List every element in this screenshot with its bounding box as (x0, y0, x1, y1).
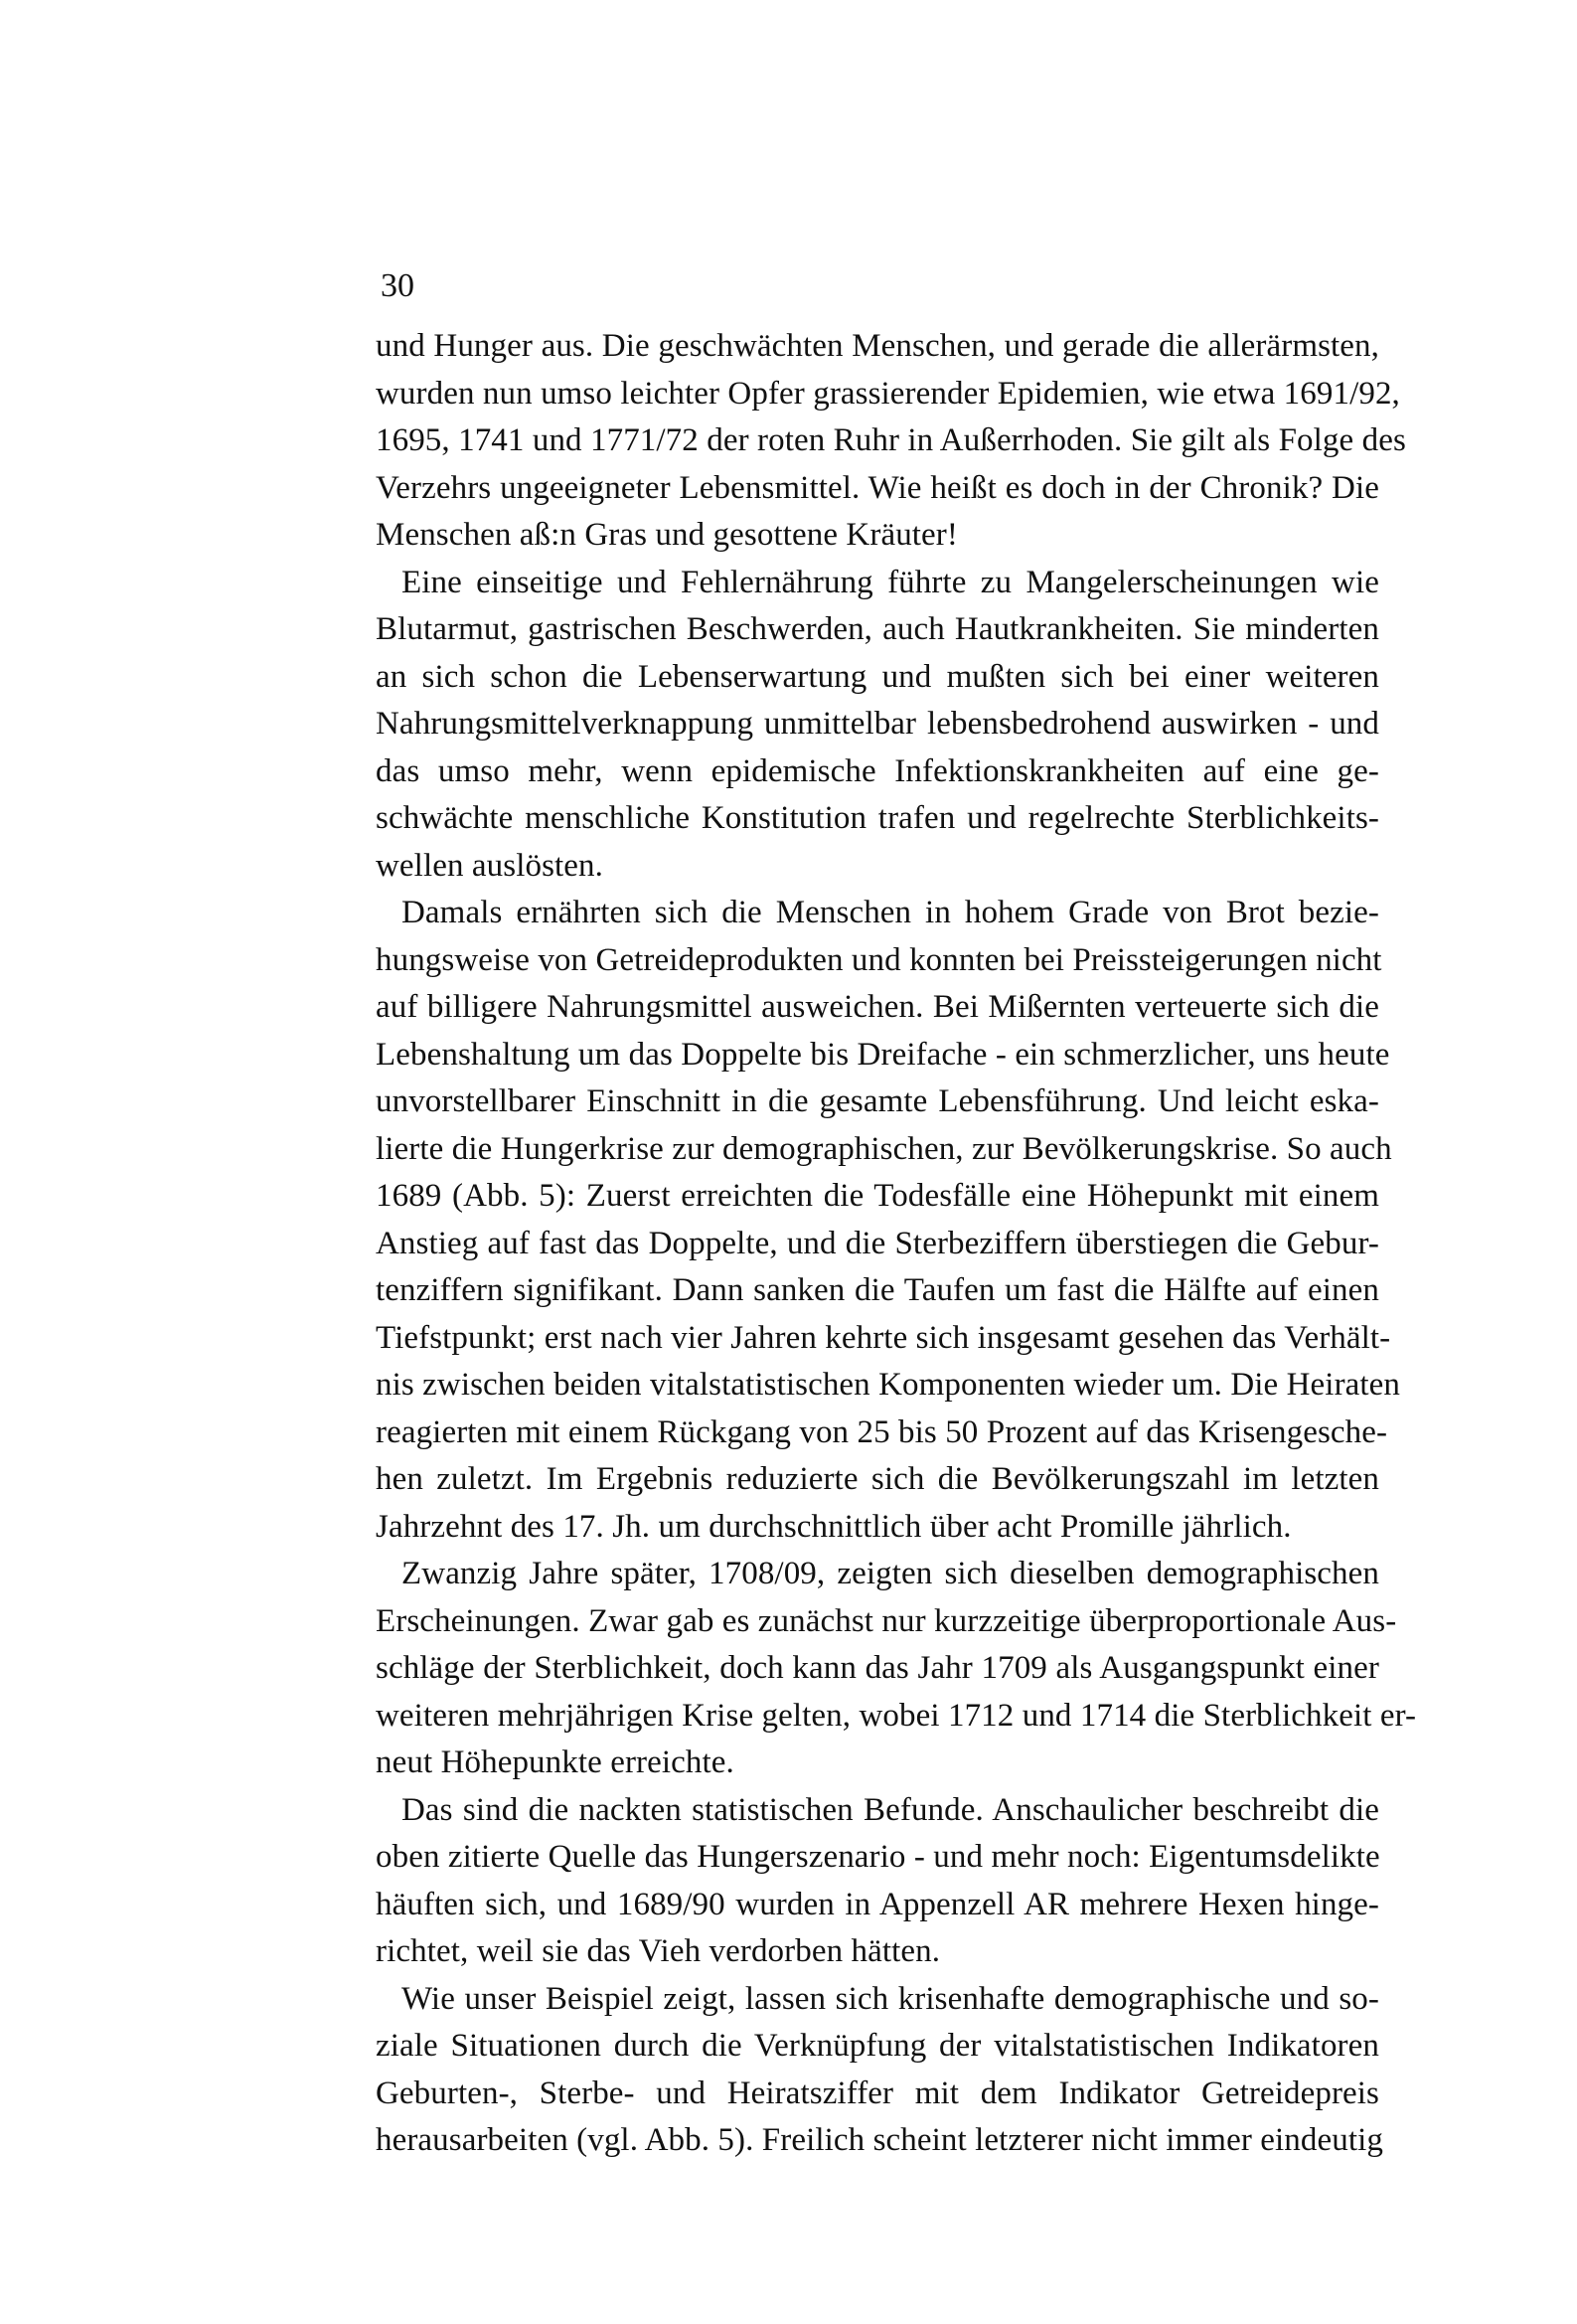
text-line: Verzehrs ungeeigneter Lebensmittel. Wie heißt es doch in der Chronik? Die (376, 469, 1379, 506)
text-line: lierte die Hungerkrise zur demographischen, zur Bevölkerungskrise. So auch (376, 1130, 1392, 1167)
paragraph-first-line: Eine einseitige und Fehlernährung führte zu Mangelerscheinungen wie (401, 564, 1379, 600)
text-line: an sich schon die Lebenserwartung und mußten sich bei einer weiteren (376, 658, 1379, 695)
paragraph-first-line: Das sind die nackten statistischen Befunde. Anschaulicher beschreibt die (401, 1791, 1379, 1828)
text-line: tenziffern signifikant. Dann sanken die Taufen um fast die Hälfte auf einen (376, 1272, 1379, 1308)
paragraph-first-line: Zwanzig Jahre später, 1708/09, zeigten sich dieselben demographischen (401, 1556, 1379, 1591)
text-line: hungsweise von Getreideprodukten und konnten bei Preissteigerungen nicht (376, 941, 1382, 978)
text-line: auf billigere Nahrungsmittel ausweichen. Bei Mißernten verteuerte sich die (376, 989, 1379, 1025)
text-line: Tiefstpunkt; erst nach vier Jahren kehrte sich insgesamt gesehen das Verhält- (376, 1319, 1391, 1356)
text-line: weiteren mehrjährigen Krise gelten, wobei 1712 und 1714 die Sterblichkeit er- (376, 1697, 1417, 1734)
text-line: nis zwischen beiden vitalstatistischen Komponenten wieder um. Die Heiraten (376, 1367, 1401, 1403)
text-line: reagierten mit einem Rückgang von 25 bis 50 Prozent auf das Krisengesche- (376, 1413, 1388, 1450)
text-line: neut Höhepunkte erreichte. (376, 1744, 734, 1780)
text-line: herausarbeiten (vgl. Abb. 5). Freilich scheint letzterer nicht immer eindeutig (376, 2122, 1383, 2158)
text-line: Anstieg auf fast das Doppelte, und die Sterbeziffern überstiegen die Gebur- (376, 1225, 1379, 1261)
text-line: schwächte menschliche Konstitution trafen und regelrechte Sterblichkeits- (376, 800, 1379, 836)
paragraph-first-line: Damals ernährten sich die Menschen in hohem Grade von Brot bezie- (401, 895, 1379, 930)
text-line: Geburten-, Sterbe- und Heiratsziffer mit dem Indikator Getreidepreis (376, 2075, 1379, 2111)
paragraph-first-line: Wie unser Beispiel zeigt, lassen sich krisenhafte demographische und so- (401, 1980, 1379, 2017)
text-line: und Hunger aus. Die geschwächten Menschen, und gerade die allerärmsten, (376, 328, 1379, 364)
text-line: häuften sich, und 1689/90 wurden in Appenzell AR mehrere Hexen hinge- (376, 1886, 1379, 1922)
text-line: Lebenshaltung um das Doppelte bis Dreifache - ein schmerzlicher, uns heute (376, 1036, 1390, 1073)
text-line: Blutarmut, gastrischen Beschwerden, auch Hautkrankheiten. Sie minderten (376, 611, 1379, 647)
text-line: 1689 (Abb. 5): Zuerst erreichten die Todesfälle eine Höhepunkt mit einem (376, 1178, 1379, 1214)
text-line: oben zitierte Quelle das Hungerszenario - und mehr noch: Eigentumsdelikte (376, 1839, 1380, 1875)
text-line: Jahrzehnt des 17. Jh. um durchschnittlich über acht Promille jährlich. (376, 1508, 1292, 1545)
page-number: 30 (381, 267, 414, 304)
text-line: richtet, weil sie das Vieh verdorben hätten. (376, 1933, 941, 1969)
text-line: hen zuletzt. Im Ergebnis reduzierte sich die Bevölkerungszahl im letzten (376, 1461, 1379, 1497)
text-line: Erscheinungen. Zwar gab es zunächst nur kurzzeitige überproportionale Aus- (376, 1602, 1397, 1639)
text-line: wurden nun umso leichter Opfer grassierender Epidemien, wie etwa 1691/92, (376, 375, 1400, 412)
text-line: Menschen aß:n Gras und gesottene Kräuter! (376, 517, 958, 553)
text-line: unvorstellbarer Einschnitt in die gesamte Lebensführung. Und leicht eska- (376, 1083, 1379, 1119)
text-line: 1695, 1741 und 1771/72 der roten Ruhr in Außerrhoden. Sie gilt als Folge des (376, 422, 1406, 458)
text-line: ziale Situationen durch die Verknüpfung der vitalstatistischen Indikatoren (376, 2028, 1379, 2064)
text-line: Nahrungsmittelverknappung unmittelbar lebensbedrohend auswirken - und (376, 706, 1379, 742)
body-text (376, 323, 1417, 2165)
text-line: wellen auslösten. (376, 847, 603, 884)
text-line: schläge der Sterblichkeit, doch kann das Jahr 1709 als Ausgangspunkt einer (376, 1650, 1379, 1686)
text-line: das umso mehr, wenn epidemische Infektionskrankheiten auf eine ge- (376, 752, 1379, 789)
